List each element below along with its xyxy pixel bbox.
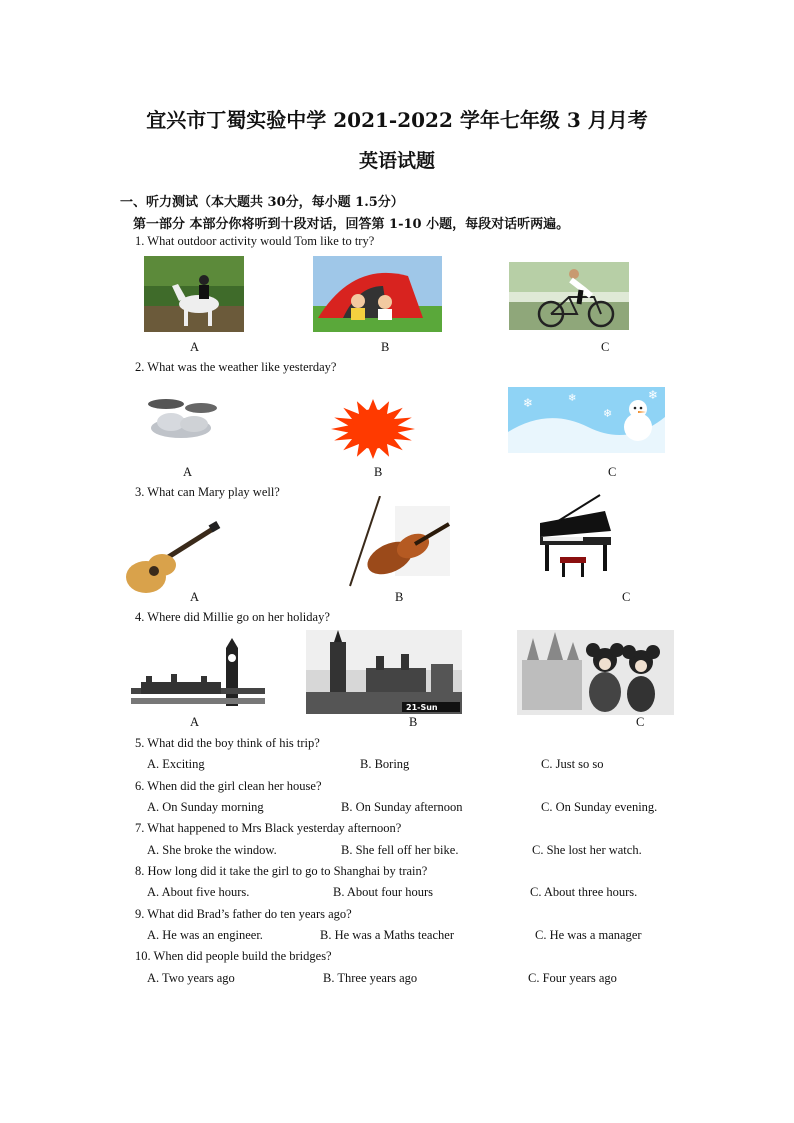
q8-option-c: C. About three hours. (530, 885, 638, 899)
question-9: 9. What did Brad’s father do ten years ago? (135, 907, 352, 921)
part-heading: 第一部分 本部分你将听到十段对话，回答第 1-10 小题，每段对话听两遍。 (133, 217, 570, 232)
question-3: 3. What can Mary play well? (135, 485, 280, 499)
q3-option-b: B (395, 590, 404, 604)
svg-text:❄: ❄ (648, 388, 659, 402)
question-7: 7. What happened to Mrs Black yesterday afternoon? (135, 821, 402, 835)
q8-option-a: A. About five hours. (147, 885, 250, 899)
q4-option-a: A (190, 715, 200, 729)
svg-text:❄: ❄ (603, 407, 613, 420)
red-square-photo (306, 630, 462, 714)
q2-option-a: A (183, 465, 193, 479)
q10-option-a: A. Two years ago (147, 971, 235, 985)
q6-option-a: A. On Sunday morning (147, 800, 264, 814)
cycling-photo (509, 262, 629, 330)
sun-icon (326, 398, 420, 460)
q9-option-b: B. He was a Maths teacher (320, 928, 454, 942)
section-heading: 一、听力测试（本大题共 30分，每小题 1.5分） (120, 195, 404, 210)
q4-option-c: C (636, 715, 645, 729)
q1-option-b: B (381, 340, 390, 354)
q1-option-a: A (190, 340, 200, 354)
q3-option-a: A (190, 590, 200, 604)
q6-option-c: C. On Sunday evening. (541, 800, 658, 814)
question-2: 2. What was the weather like yesterday? (135, 360, 337, 374)
question-8: 8. How long did it take the girl to go to Shanghai by train? (135, 864, 428, 878)
svg-text:❄: ❄ (523, 396, 534, 410)
q7-option-c: C. She lost her watch. (532, 843, 642, 857)
horse-riding-photo (144, 256, 244, 332)
q7-option-a: A. She broke the window. (147, 843, 277, 857)
q5-option-b: B. Boring (360, 757, 410, 771)
snow-scene-icon (508, 387, 665, 453)
exam-subtitle: 英语试题 (358, 150, 435, 172)
q2-option-b: B (374, 465, 383, 479)
q6-option-b: B. On Sunday afternoon (341, 800, 463, 814)
q5-option-c: C. Just so so (541, 757, 604, 771)
camping-tent-photo (313, 256, 442, 332)
question-4: 4. Where did Millie go on her holiday? (135, 610, 330, 624)
q10-option-b: B. Three years ago (323, 971, 418, 985)
q8-option-b: B. About four hours (333, 885, 433, 899)
question-10: 10. When did people build the bridges? (135, 949, 332, 963)
question-5: 5. What did the boy think of his trip? (135, 736, 320, 750)
svg-text:❄: ❄ (568, 393, 577, 404)
image-caption: 21-Sun (406, 703, 438, 712)
big-ben-photo (131, 638, 265, 708)
exam-title: 宜兴市丁蜀实验中学 2021-2022 学年七年级 3 月月考 (146, 108, 648, 132)
q1-option-c: C (601, 340, 610, 354)
q9-option-c: C. He was a manager (535, 928, 642, 942)
disneyland-photo (517, 630, 674, 715)
guitar-icon (124, 521, 221, 597)
violin-icon (345, 496, 452, 588)
q5-option-a: A. Exciting (147, 757, 205, 771)
q4-option-b: B (409, 715, 418, 729)
q3-option-c: C (622, 590, 631, 604)
q9-option-a: A. He was an engineer. (147, 928, 263, 942)
piano-icon (535, 493, 617, 579)
q10-option-c: C. Four years ago (528, 971, 617, 985)
q7-option-b: B. She fell off her bike. (341, 843, 459, 857)
cloudy-icon (136, 394, 228, 446)
question-6: 6. When did the girl clean her house? (135, 779, 322, 793)
q2-option-c: C (608, 465, 617, 479)
question-1: 1. What outdoor activity would Tom like to try? (135, 234, 375, 248)
